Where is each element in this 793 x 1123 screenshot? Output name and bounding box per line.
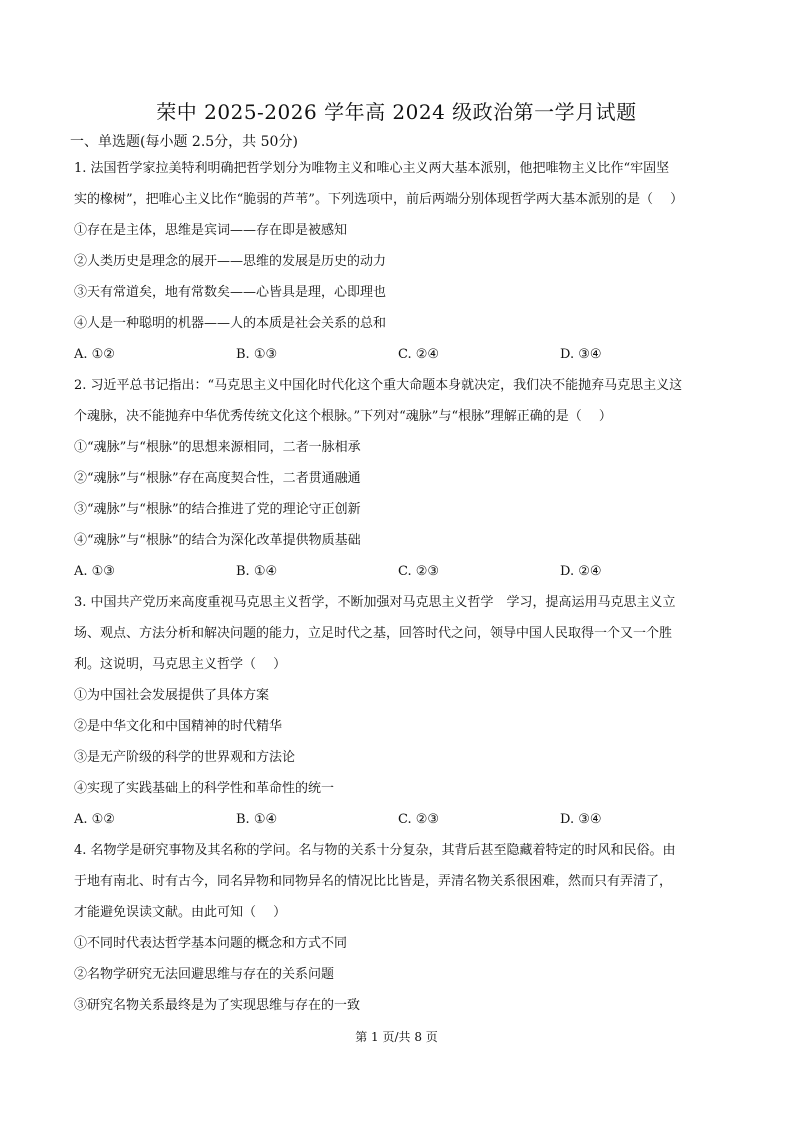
question-stem-line: 2. 习近平总书记指出：“马克思主义中国化时代化这个重大命题本身就决定，我们决不能抛弃马克思主义这 [74, 378, 683, 393]
question-item: ②人类历史是理念的展开——思维的发展是历史的动力 [74, 254, 387, 269]
question-1 [74, 160, 724, 377]
option-b[interactable]: B. ①④ [236, 564, 278, 579]
question-stem-line: 3. 中国共产党历来高度重视马克思主义哲学，不断加强对马克思主义哲学 学习，提高运用马克思主义立 [74, 595, 676, 610]
question-stem-line: 4. 名物学是研究事物及其名称的学问。名与物的关系十分复杂，其背后甚至隐藏着特定的时风和民俗。由 [74, 843, 676, 858]
page-footer: 第 1 页/共 8 页 [355, 1030, 438, 1044]
option-d[interactable]: D. ②④ [560, 564, 602, 579]
option-c[interactable]: C. ②③ [398, 564, 440, 579]
question-item: ①为中国社会发展提供了具体方案 [74, 688, 270, 703]
question-item: ②“魂脉”与“根脉”存在高度契合性，二者贯通融通 [74, 471, 361, 486]
question-stem-line: 1. 法国哲学家拉美特利明确把哲学划分为唯物主义和唯心主义两大基本派别，他把唯物主义比作“牢固坚 [74, 161, 670, 176]
section-heading: 一、单选题(每小题 2.5分，共 50分) [70, 134, 298, 150]
question-4 [74, 842, 724, 1028]
question-item: ①存在是主体，思维是宾词——存在即是被感知 [74, 223, 348, 238]
question-stem-line: 于地有南北、时有古今，同名异物和同物异名的情况比比皆是，弄清名物关系很困难，然而只有弄清了， [74, 874, 673, 889]
question-3 [74, 594, 724, 842]
option-d[interactable]: D. ③④ [560, 812, 602, 827]
question-item: ④实现了实践基础上的科学性和革命性的统一 [74, 781, 335, 796]
question-item: ③天有常道矣，地有常数矣——心皆具是理，心即理也 [74, 285, 387, 300]
question-item: ③是无产阶级的科学的世界观和方法论 [74, 750, 296, 765]
question-item: ②名物学研究无法回避思维与存在的关系问题 [74, 967, 335, 982]
question-item: ④“魂脉”与“根脉”的结合为深化改革提供物质基础 [74, 533, 361, 548]
option-a[interactable]: A. ①② [74, 812, 115, 827]
option-a[interactable]: A. ①② [74, 347, 115, 362]
question-item: ④人是一种聪明的机器——人的本质是社会关系的总和 [74, 316, 387, 331]
answer-options [74, 811, 724, 842]
question-item: ③“魂脉”与“根脉”的结合推进了党的理论守正创新 [74, 502, 361, 517]
answer-options [74, 346, 724, 377]
option-a[interactable]: A. ①③ [74, 564, 115, 579]
question-item: ③研究名物关系最终是为了实现思维与存在的一致 [74, 998, 361, 1013]
option-d[interactable]: D. ③④ [560, 347, 602, 362]
question-item: ②是中华文化和中国精神的时代精华 [74, 719, 283, 734]
question-stem-line: 个魂脉，决不能抛弃中华优秀传统文化这个根脉。”下列对“魂脉”与“根脉”理解正确的是（ ） [74, 409, 612, 424]
option-c[interactable]: C. ②③ [398, 812, 440, 827]
questions-content [74, 160, 724, 1028]
option-b[interactable]: B. ①③ [236, 347, 278, 362]
answer-options [74, 563, 724, 594]
question-item: ①“魂脉”与“根脉”的思想来源相同，二者一脉相承 [74, 440, 361, 455]
question-item: ①不同时代表达哲学基本问题的概念和方式不同 [74, 936, 348, 951]
option-c[interactable]: C. ②④ [398, 347, 440, 362]
question-stem-line: 实的橡树”，把唯心主义比作“脆弱的芦苇”。下列选项中，前后两端分别体现哲学两大基本派别的是（ ） [74, 192, 684, 207]
question-2 [74, 377, 724, 594]
question-stem-line: 利。这说明，马克思主义哲学（ ） [74, 657, 287, 672]
page-title: 荣中 2025-2026 学年高 2024 级政治第一学月试题 [156, 100, 637, 124]
question-stem-line: 场、观点、方法分析和解决问题的能力，立足时代之基，回答时代之问，领导中国人民取得一个又一个胜 [74, 626, 673, 641]
question-stem-line: 才能避免误读文献。由此可知（ ） [74, 905, 287, 920]
option-b[interactable]: B. ①④ [236, 812, 278, 827]
